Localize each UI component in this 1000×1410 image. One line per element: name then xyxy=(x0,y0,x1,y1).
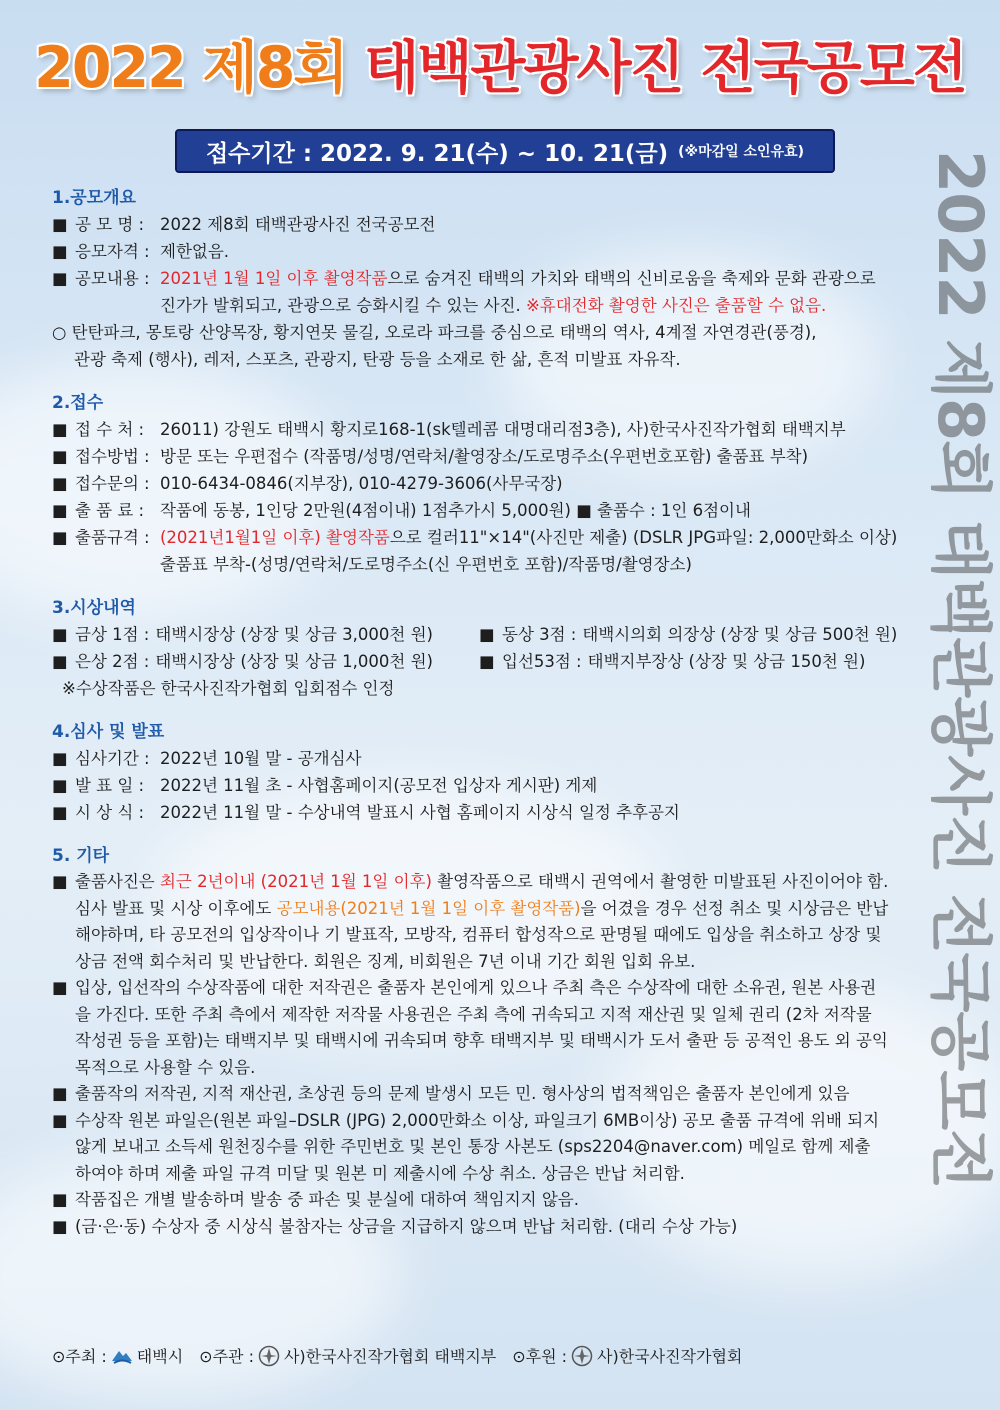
info-row xyxy=(52,497,952,524)
row-value: 26011) 강원도 태백시 황지로168-1(sk텔레콤 대명대리점3층), 사)한국사진작가협회 태백지부 xyxy=(160,420,846,439)
vertical-watermark: 2022 제8회 태백관광사진 전국공모전 xyxy=(924,150,997,1189)
award-label: 동상 3점 : xyxy=(502,625,577,644)
submission-period-banner xyxy=(175,129,835,173)
bullet-square: ■ xyxy=(52,803,68,822)
award-label: 은상 2점 : xyxy=(75,652,150,671)
row-label: 응모자격 : xyxy=(75,242,150,261)
bullet-square: ■ xyxy=(52,528,68,547)
paragraph-line xyxy=(75,869,952,896)
award-value: 태백시장상 (상장 및 상금 1,000천 원) xyxy=(155,652,433,671)
award-value: 태백시장상 (상장 및 상금 3,000천 원) xyxy=(155,625,433,644)
section-title-awards: 3.시상내역 xyxy=(52,598,136,618)
info-row xyxy=(52,745,952,772)
row-label: 공 모 명 : xyxy=(75,215,145,234)
bullet-square: ■ xyxy=(52,474,68,493)
bullet-square: ■ xyxy=(52,1110,68,1130)
bullet-square: ■ xyxy=(52,652,68,671)
award-label: 금상 1점 : xyxy=(75,625,150,644)
row-value-rest: 으로 컬러11"×14"(사진만 제출) (DSLR JPG파일: 2,000만화소 이상) xyxy=(389,528,898,547)
notice-paragraph xyxy=(52,1214,952,1241)
info-row xyxy=(52,772,952,799)
award-value: 태백시의회 의장상 (상장 및 상금 500천 원) xyxy=(582,625,898,644)
section-title-submission: 2.접수 xyxy=(52,393,104,413)
row-value: 제한없음. xyxy=(160,242,230,261)
row-value: 방문 또는 우편접수 (작품명/성명/연락처/촬영장소/도로명주소(우편번호포함) 출품표 부착) xyxy=(160,447,809,466)
highlight-red: 2021년 1월 1일 이후 촬영작품 xyxy=(160,269,388,288)
row-value-rest: 으로 숨겨진 태백의 가치와 태백의 신비로움을 축제와 문화 관광으로 xyxy=(387,269,876,288)
info-row xyxy=(52,524,952,551)
info-row xyxy=(52,238,952,265)
paragraph-line xyxy=(75,896,952,923)
submission-period-note: (※마감일 소인유효) xyxy=(678,144,805,160)
text-run: 심사 발표 및 시상 이후에도 xyxy=(75,898,277,918)
award-value: 태백지부장상 (상장 및 상금 150천 원) xyxy=(587,652,866,671)
organizers-footer xyxy=(52,1344,758,1367)
bullet-square: ■ xyxy=(52,749,68,768)
bullet-square: ■ xyxy=(52,872,68,891)
paragraph-line: 상금 전액 회수처리 및 반납한다. 회원은 징계, 비회원은 7년 이내 기간 회원 입회 유보. xyxy=(75,951,696,971)
host-label: ⊙주최 : xyxy=(52,1347,107,1366)
row-label: 접 수 처 : xyxy=(75,420,145,439)
poster-title xyxy=(0,30,1000,106)
row-label: 출 품 료 : xyxy=(75,501,145,520)
host-value: 태백시 xyxy=(136,1347,184,1366)
paragraph-line: 수상작 원본 파일은(원본 파일–DSLR (JPG) 2,000만화소 이상, 파일크기 6MB이상) 공모 출품 규격에 위배 되지 xyxy=(75,1110,880,1130)
row-label: 심사기간 : xyxy=(75,749,150,768)
bullet-square: ■ xyxy=(52,242,68,261)
paragraph-line: 작품집은 개별 발송하며 발송 중 파손 및 분실에 대하여 책임지지 않음. xyxy=(75,1190,579,1209)
paragraph-line: 목적으로 사용할 수 있음. xyxy=(75,1057,256,1077)
paragraph-line: 하여야 하며 제출 파일 규격 미달 및 원본 미 제출시에 수상 취소. 상금은 반납 처리함. xyxy=(75,1163,685,1183)
organizer-group xyxy=(199,1344,496,1367)
highlight-red: ※휴대전화 촬영한 사진은 출품할 수 없음. xyxy=(525,296,827,315)
title-contest-part: 태백관광사진 전국공모전 xyxy=(364,35,966,101)
bullet-square: ■ xyxy=(52,420,68,439)
row-value: 010-6434-0846(지부장), 010-4279-3606(사무국장) xyxy=(160,474,563,493)
sponsor-value: 사)한국사진작가협회 xyxy=(597,1347,743,1366)
highlight-red: (2021년1월1일 이후) 촬영작품 xyxy=(160,528,390,547)
circle-note-continuation: 관광 축제 (행사), 레저, 스포츠, 관광지, 탄광 등을 소재로 한 삶, 흔적 미발표 자유작. xyxy=(74,350,681,369)
notice-paragraph xyxy=(52,1108,952,1188)
photo-association-logo-icon xyxy=(258,1345,280,1367)
info-row xyxy=(52,470,952,497)
row-value: 2022년 11월 말 - 수상내역 발표시 사협 홈페이지 시상식 일정 추후공지 xyxy=(160,803,680,822)
section-title-overview: 1.공모개요 xyxy=(52,188,136,208)
notice-paragraph xyxy=(52,869,952,975)
bullet-square: ■ xyxy=(52,978,68,997)
paragraph-line: 않게 보내고 소득세 원천징수를 위한 주민번호 및 본인 통장 사본도 (sps2204@naver.com) 메일로 함께 제출 xyxy=(75,1137,871,1156)
bullet-square: ■ xyxy=(479,625,495,644)
host-group xyxy=(52,1344,183,1367)
row-label: 접수방법 : xyxy=(75,447,150,466)
paragraph-line: 을 가진다. 또한 주최 측에서 제작한 저작물 사용권은 주최 측에 귀속되고 지적 재산권 및 일체 권리 (2차 저작물 xyxy=(75,1004,872,1024)
bullet-square: ■ xyxy=(52,447,68,466)
row-value: 2022년 11월 초 - 사협홈페이지(공모전 입상자 게시판) 게제 xyxy=(160,776,598,795)
highlight-orange: 공모내용(2021년 1월 1일 이후 촬영작품) xyxy=(276,898,581,918)
sponsor-label: ⊙후원 : xyxy=(512,1347,568,1366)
bullet-square: ■ xyxy=(52,1190,68,1209)
bullet-square: ■ xyxy=(52,269,68,288)
organizer-value: 사)한국사진작가협회 태백지부 xyxy=(283,1347,497,1366)
section-title-judging: 4.심사 및 발표 xyxy=(52,722,165,742)
row-label: 접수문의 : xyxy=(75,474,150,493)
row-continuation xyxy=(52,292,952,319)
paragraph-line: 입상, 입선작의 수상작품에 대한 저작권은 출품자 본인에게 있으나 주최 측은 수상작에 대한 소유권, 원본 사용권 xyxy=(75,978,877,997)
bullet-square: ■ xyxy=(52,215,68,234)
row-label: 시 상 식 : xyxy=(75,803,145,822)
text-run: 출품사진은 xyxy=(75,872,160,891)
info-row xyxy=(52,443,952,470)
taebaek-city-logo-icon xyxy=(111,1345,133,1367)
row-label: 출품규격 : xyxy=(75,528,150,547)
paragraph-line: 해야하며, 타 공모전의 입상작이나 기 발표작, 모방작, 컴퓨터 합성작으로 판명될 때에도 입상을 취소하고 상장 및 xyxy=(75,925,882,944)
info-row xyxy=(52,211,952,238)
highlight-red: 최근 2년이내 (2021년 1월 1일 이후) xyxy=(159,872,432,891)
text-run: 촬영작품으로 태백시 권역에서 촬영한 미발표된 사진이어야 함. xyxy=(431,872,889,891)
info-row xyxy=(52,799,952,826)
row-value: 2022 제8회 태백관광사진 전국공모전 xyxy=(160,215,436,234)
row-label: 발 표 일 : xyxy=(75,776,145,795)
paragraph-line: 작성권 등을 포함)는 태백지부 및 태백시에 귀속되며 향후 태백지부 및 태백시가 도서 출판 등 공적인 용도 외 공익 xyxy=(75,1031,888,1050)
text-run: 을 어겼을 경우 선정 취소 및 시상금은 반납 xyxy=(580,898,889,918)
bullet-square: ■ xyxy=(52,1084,68,1103)
title-year-part: 2022 제8회 xyxy=(34,35,365,101)
poster-content xyxy=(52,186,952,1240)
submission-period-text: 접수기간 : 2022. 9. 21(수) ~ 10. 21(금) xyxy=(205,140,669,167)
bullet-square: ■ xyxy=(52,1216,68,1236)
row-label: 공모내용 : xyxy=(75,269,150,288)
row-value: 2022년 10월 말 - 공개심사 xyxy=(160,749,362,768)
award-label: 입선53점 : xyxy=(502,652,582,671)
row-value xyxy=(160,524,952,551)
award-row xyxy=(52,648,952,675)
notice-paragraph xyxy=(52,1081,952,1108)
bullet-square: ■ xyxy=(52,501,68,520)
row-continuation: 출품표 부착-(성명/연락처/도로명주소(신 우편번호 포함)/작품명/촬영장소) xyxy=(160,555,692,574)
photo-association-logo-icon xyxy=(571,1345,593,1367)
section-title-other: 5. 기타 xyxy=(52,846,110,866)
circle-note: ○ 탄탄파크, 몽토랑 산양목장, 황지연못 물길, 오로라 파크를 중심으로 태백의 역사, 4계절 자연경관(풍경), xyxy=(52,323,817,342)
award-row xyxy=(52,621,952,648)
row-value xyxy=(160,265,952,292)
notice-paragraph xyxy=(52,1187,952,1214)
notice-paragraph xyxy=(52,975,952,1081)
info-row xyxy=(52,265,952,292)
paragraph-line: 출품작의 저작권, 지적 재산권, 초상권 등의 문제 발생시 모든 민. 형사상의 법적책임은 출품자 본인에게 있음 xyxy=(75,1084,850,1103)
sponsor-group xyxy=(512,1344,742,1367)
organizer-label: ⊙주관 : xyxy=(199,1347,254,1366)
row-value: 작품에 동봉, 1인당 2만원(4점이내) 1점추가시 5,000원) ■ 출품수 : 1인 6점이내 xyxy=(160,501,751,520)
info-row xyxy=(52,416,952,443)
paragraph-line: (금·은·동) 수상자 중 시상식 불참자는 상금을 지급하지 않으며 반납 처리함. (대리 수상 가능) xyxy=(75,1216,738,1236)
bullet-square: ■ xyxy=(52,776,68,795)
row-value-rest: 진가가 발휘되고, 관광으로 승화시킬 수 있는 사진. xyxy=(160,296,526,315)
award-note: ※수상작품은 한국사진작가협회 입회점수 인정 xyxy=(62,679,395,698)
bullet-square: ■ xyxy=(479,652,495,671)
bullet-square: ■ xyxy=(52,625,68,644)
